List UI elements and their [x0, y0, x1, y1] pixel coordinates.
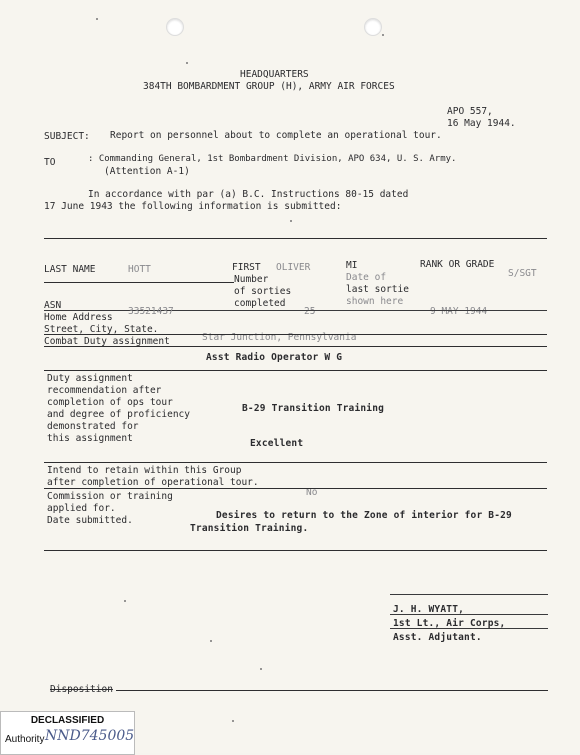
- last-sortie-label-1: Date of: [346, 272, 387, 283]
- intro-line-2: 17 June 1943 the following information is submitted:: [44, 201, 342, 212]
- first-value: OLIVER: [276, 262, 311, 273]
- speck: [210, 640, 212, 642]
- commission-value-1: Desires to return to the Zone of interior for B-29: [216, 510, 512, 521]
- disposition-label: Disposition: [50, 684, 113, 695]
- retain-label-2: after completion of operational tour.: [47, 477, 259, 488]
- duty-label-6: this assignment: [47, 433, 133, 444]
- proficiency-value: Excellent: [250, 438, 304, 449]
- rule-2: [44, 282, 234, 283]
- home-value: Star Junction, Pennsylvania: [202, 332, 357, 343]
- duty-value: B-29 Transition Training: [242, 403, 385, 414]
- last-name-value: HOTT: [128, 264, 151, 275]
- rule-5: [44, 346, 547, 347]
- signature-name: J. H. WYATT,: [393, 604, 465, 615]
- speck: [232, 720, 234, 722]
- duty-label-3: completion of ops tour: [47, 397, 173, 408]
- rule-4: [44, 334, 547, 335]
- signature-rank: 1st Lt., Air Corps,: [393, 618, 506, 629]
- last-name-label: LAST NAME: [44, 264, 96, 275]
- punch-hole-right: [364, 18, 382, 36]
- speck: [124, 600, 126, 602]
- rule-7: [44, 462, 547, 463]
- attention: (Attention A-1): [104, 166, 190, 177]
- rule-1: [44, 238, 547, 239]
- retain-label-1: Intend to retain within this Group: [47, 465, 242, 476]
- rule-6: [44, 370, 547, 371]
- rank-label: RANK OR GRADE: [420, 259, 495, 270]
- intro-line-1: In accordance with par (a) B.C. Instructions 80-15 dated: [88, 189, 409, 200]
- duty-label-2: recommendation after: [47, 385, 162, 396]
- date: 16 May 1944.: [447, 118, 516, 129]
- header-line-1: HEADQUARTERS: [240, 69, 309, 80]
- signature-rule-1: [390, 614, 548, 615]
- home-label-2: Street, City, State.: [44, 324, 159, 335]
- retain-value: No: [306, 487, 318, 498]
- speck: [260, 668, 262, 670]
- declassified-stamp: [0, 711, 135, 755]
- sorties-label-1: Number: [234, 274, 269, 285]
- commission-label-1: Commission or training: [47, 491, 173, 502]
- last-sortie-value: 9 MAY 1944: [430, 306, 488, 317]
- last-sortie-label-3: shown here: [346, 296, 404, 307]
- sorties-label-2: of sorties: [234, 286, 292, 297]
- first-label: FIRST: [232, 262, 261, 273]
- speck: [290, 220, 292, 222]
- last-sortie-label-2: last sortie: [346, 284, 409, 295]
- rule-8: [44, 488, 547, 489]
- signature-rule-2: [390, 628, 548, 629]
- duty-label-5: demonstrated for: [47, 421, 139, 432]
- mi-label: MI: [346, 260, 358, 271]
- stamp-heading: DECLASSIFIED: [30, 715, 105, 726]
- stamp-authority-number: NND745005: [45, 728, 135, 744]
- asn-label: ASN: [44, 300, 62, 311]
- speck: [96, 18, 98, 20]
- commission-label-3: Date submitted.: [47, 515, 133, 526]
- apo: APO 557,: [447, 106, 493, 117]
- rule-9: [44, 550, 547, 551]
- subject-label: SUBJECT:: [44, 131, 90, 142]
- disposition-rule: [116, 690, 548, 691]
- combat-value: Asst Radio Operator W G: [206, 352, 343, 363]
- speck: [186, 62, 188, 64]
- signature-title: Asst. Adjutant.: [393, 632, 482, 643]
- to-label: TO: [44, 157, 56, 168]
- duty-label-1: Duty assignment: [47, 373, 133, 384]
- subject-text: Report on personnel about to complete an operational tour.: [110, 130, 442, 141]
- commission-label-2: applied for.: [47, 503, 116, 514]
- duty-label-4: and degree of proficiency: [47, 409, 190, 420]
- commission-value-2: Transition Training.: [190, 523, 309, 534]
- rank-value: S/SGT: [508, 268, 537, 279]
- asn-value: 33521437: [128, 306, 174, 317]
- to-text: : Commanding General, 1st Bombardment Division, APO 634, U. S. Army.: [88, 154, 457, 164]
- sorties-label-3: completed: [234, 298, 286, 309]
- signature-rule-top: [390, 594, 548, 595]
- home-label-1: Home Address: [44, 312, 113, 323]
- combat-label: Combat Duty assignment: [44, 336, 170, 347]
- sorties-value: 25: [304, 306, 316, 317]
- header-line-2: 384TH BOMBARDMENT GROUP (H), ARMY AIR FORCES: [143, 81, 395, 92]
- rule-3: [44, 310, 547, 311]
- stamp-authority-label: Authority: [5, 734, 45, 745]
- punch-hole-left: [166, 18, 184, 36]
- speck: [382, 34, 384, 36]
